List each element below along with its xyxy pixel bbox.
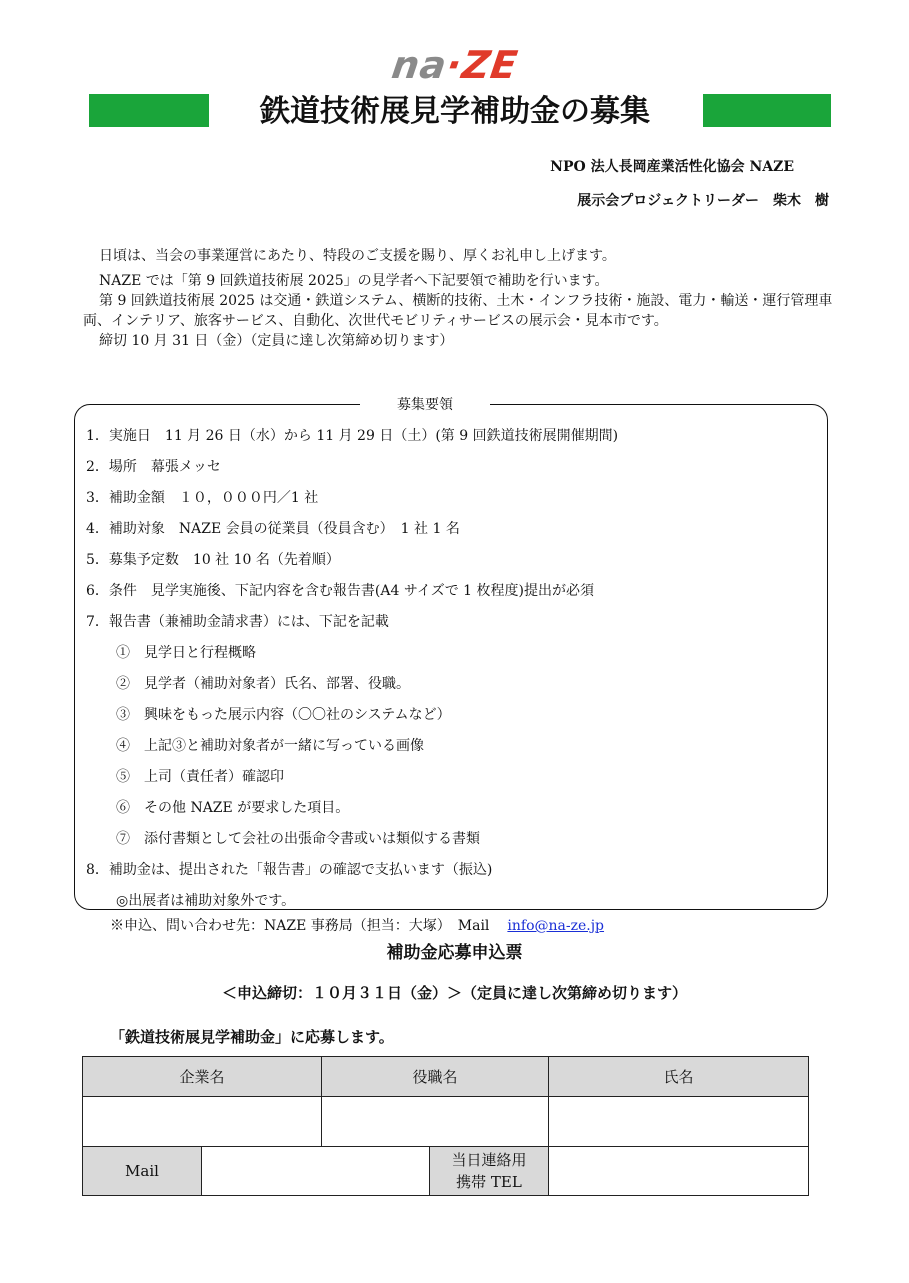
intro-deadline: 締切 10 月 31 日（金）（定員に達し次第締め切ります） — [99, 333, 454, 349]
logo-text-na: na — [389, 43, 450, 87]
guidelines-list — [86, 423, 821, 919]
email-link[interactable]: info@na-ze.jp — [507, 918, 605, 934]
header-position: 役職名 — [321, 1056, 549, 1097]
organization-name: NPO 法人長岡産業活性化協会 NAZE — [550, 159, 794, 175]
tel-label-line-2: 携帯 TEL — [456, 1173, 522, 1191]
naze-logo — [382, 44, 528, 86]
guideline-item-8: 8．補助金は、提出された「報告書」の確認で支払います（振込) — [86, 862, 493, 878]
header-name: 氏名 — [548, 1056, 809, 1097]
tel-label-line-1: 当日連絡用 — [451, 1151, 527, 1169]
green-bar-left — [89, 94, 209, 127]
logo-dot: · — [443, 43, 466, 87]
report-item: ⑤ 上司（責任者）確認印 — [116, 769, 284, 785]
company-input[interactable] — [82, 1096, 322, 1147]
tel-label — [429, 1146, 549, 1196]
report-item: ② 見学者（補助対象者）氏名、部署、役職。 — [116, 676, 410, 692]
intro-line-1: NAZE では「第 9 回鉄道技術展 2025」の見学者へ下記要領で補助を行います。 — [99, 273, 609, 289]
greeting-text: 日頃は、当会の事業運営にあたり、特段のご支援を賜り、厚くお礼申し上げます。 — [99, 248, 616, 264]
contact-line — [110, 916, 604, 936]
guideline-item: 5．募集予定数 10 社 10 名（先着順） — [86, 552, 340, 568]
guideline-item: 1．実施日 11 月 26 日（水）から 11 月 29 日（土）(第 9 回鉄道技術展開催期間) — [86, 428, 619, 444]
guideline-item: 6．条件 見学実施後、下記内容を含む報告書(A4 サイズで 1 枚程度)提出が必須 — [86, 583, 594, 599]
report-item: ③ 興味をもった展示内容（〇〇社のシステムなど） — [116, 707, 451, 723]
guideline-item: 3．補助金額 １０，０００円／1 社 — [86, 490, 319, 506]
page-title: 鉄道技術展見学補助金の募集 — [260, 94, 650, 129]
name-input[interactable] — [548, 1096, 809, 1147]
form-title: 補助金応募申込票 — [386, 943, 523, 963]
tel-input[interactable] — [548, 1146, 809, 1196]
exhibitor-note: ◎出展者は補助対象外です。 — [116, 893, 296, 909]
project-leader: 展示会プロジェクトリーダー 柴木 樹 — [577, 193, 829, 209]
form-deadline: ＜申込締切：１０月３１日（金）＞（定員に達し次第締め切ります） — [221, 984, 687, 1002]
report-item: ⑥ その他 NAZE が要求した項目。 — [116, 800, 350, 816]
report-item: ⑦ 添付書類として会社の出張命令書或いは類似する書類 — [116, 831, 480, 847]
guideline-item: 2．場所 幕張メッセ — [86, 459, 221, 475]
position-input[interactable] — [321, 1096, 549, 1147]
report-item: ① 見学日と行程概略 — [116, 645, 256, 661]
green-bar-right — [703, 94, 831, 127]
mail-input[interactable] — [201, 1146, 430, 1196]
report-item: ④ 上記③と補助対象者が一緒に写っている画像 — [116, 738, 424, 754]
guideline-item: 7．報告書（兼補助金請求書）には、下記を記載 — [86, 614, 389, 630]
guidelines-title: 募集要領 — [360, 396, 490, 414]
apply-statement: 「鉄道技術展見学補助金」に応募します。 — [110, 1028, 394, 1046]
intro-section — [83, 246, 833, 351]
intro-line-2: 第 9 回鉄道技術展 2025 は交通・鉄道システム、横断的技術、土木・インフラ技術・施設、電力・輸送・運行管理車両、インテリア、旅客サービス、自動化、次世代モビリティサービスの展示会・見本市です。 — [83, 293, 833, 329]
guideline-item: 4．補助対象 NAZE 会員の従業員（役員含む） 1 社 1 名 — [86, 521, 460, 537]
mail-label: Mail — [82, 1146, 202, 1196]
header-company: 企業名 — [82, 1056, 322, 1097]
contact-text: ※申込、問い合わせ先：NAZE 事務局（担当：大塚） Mail — [110, 918, 490, 934]
logo-text-ze: ZE — [459, 43, 521, 87]
